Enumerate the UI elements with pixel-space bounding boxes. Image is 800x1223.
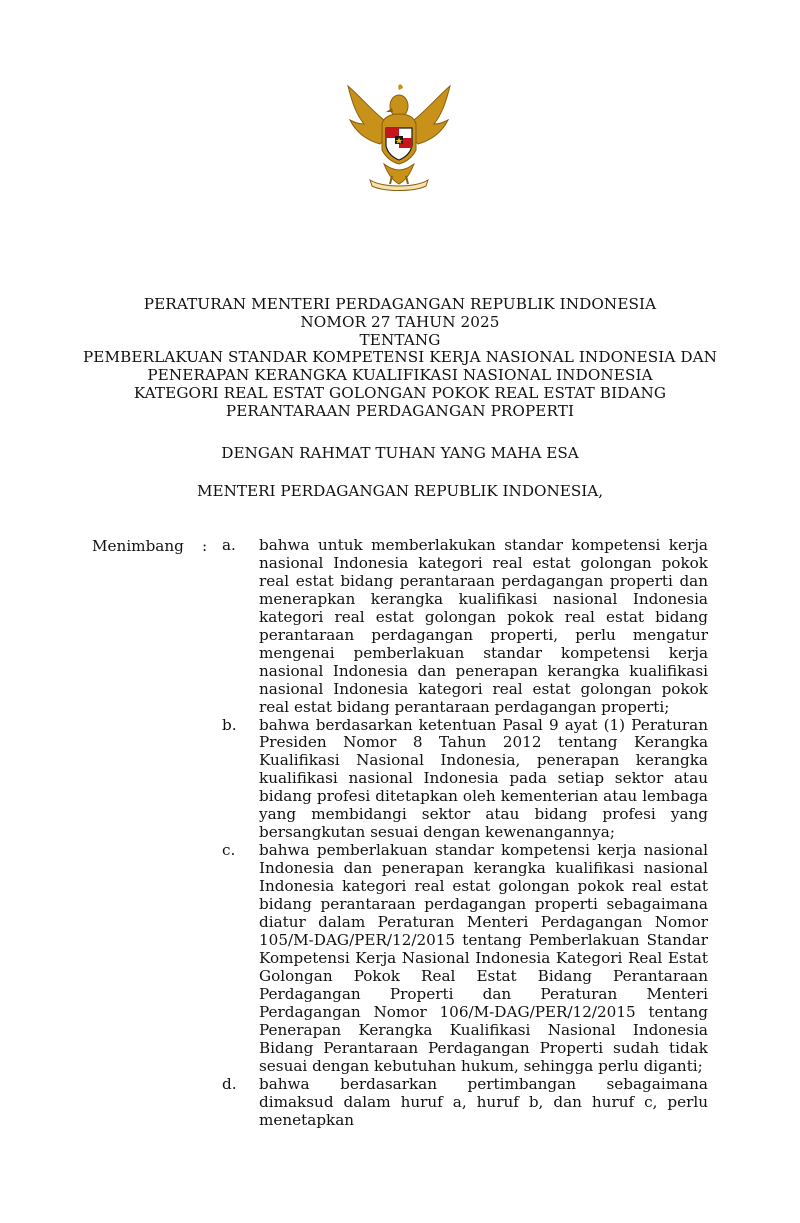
clause-letter: a.: [222, 536, 236, 554]
heading-number-line: NOMOR 27 TAHUN 2025: [300, 312, 500, 331]
clause-text: bahwa berdasarkan pertimbangan sebagaimana dimaksud dalam huruf a, huruf b, dan huruf c, perlu menetapkan: [259, 1074, 708, 1129]
invocation: DENGAN RAHMAT TUHAN YANG MAHA ESA: [221, 444, 579, 462]
menimbang-label: Menimbang: [92, 537, 184, 555]
clause-text: bahwa untuk memberlakukan standar kompetensi kerja nasional Indonesia kategori real estat golongan pokok real estat bidang perantaraan perdagangan properti dan menerapkan kerangka kualifikasi nasional Indonesia kategori real estat golongan pokok real estat bidang perantaraan perdagangan properti, perlu mengatur mengenai pemberlakuan standar kompetensi kerja nasional Indonesia dan penerapan kerangka kualifikasi nasional Indonesia kategori real estat golongan pokok real estat bidang perantaraan perdagangan properti;: [259, 536, 708, 716]
clause-letter: b.: [222, 715, 237, 734]
heading-subject-line: KATEGORI REAL ESTAT GOLONGAN POKOK REAL ESTAT BIDANG: [133, 383, 667, 402]
clause-c: [222, 842, 708, 1075]
menimbang-clauses: [222, 537, 708, 1129]
clause-text: bahwa berdasarkan ketentuan Pasal 9 ayat (1) Peraturan Presiden Nomor 8 Tahun 2012 tentang Kerangka Kualifikasi Nasional Indonesia, penerapan kerangka kualifikasi nasional Indonesia pada setiap sektor atau bidang profesi ditetapkan oleh kementerian atau lembaga yang membidangi sektor atau bidang profesi yang bersangkutan sesuai dengan kewenangannya;: [259, 715, 708, 842]
heading-subject-line: PEMBERLAKUAN STANDAR KOMPETENSI KERJA NASIONAL INDONESIA DAN: [82, 348, 718, 367]
clause-letter: c.: [222, 841, 236, 860]
clause-d: [222, 1076, 708, 1130]
clause-text: bahwa pemberlakuan standar kompetensi kerja nasional Indonesia dan penerapan kerangka kualifikasi nasional Indonesia kategori real estat golongan pokok real estat bidang perantaraan perdagangan properti sebagaimana diatur dalam Peraturan Menteri Perdagangan Nomor 105/M-DAG/PER/12/2015 tentang Pemberlakuan Standar Kompetensi Kerja Nasional Indonesia Kategori Real Estat Golongan Pokok Real Estat Bidang Perantaraan Perdagangan Properti dan Peraturan Menteri Perdagangan Nomor 106/M-DAG/PER/12/2015 tentang Penerapan Kerangka Kualifikasi Nasional Indonesia Bidang Perantaraan Perdagangan Properti sudah tidak sesuai dengan kebutuhan hukum, sehingga perlu diganti;: [259, 841, 708, 1075]
heading-title-line: PERATURAN MENTERI PERDAGANGAN REPUBLIK INDONESIA: [143, 295, 657, 313]
garuda-pancasila-emblem-icon: [340, 80, 458, 198]
heading-tentang-line: TENTANG: [359, 330, 441, 349]
heading-subject-line: PENERAPAN KERANGKA KUALIFIKASI NASIONAL INDONESIA: [147, 366, 653, 385]
clause-letter: d.: [222, 1074, 237, 1093]
clause-a: [222, 537, 708, 717]
menimbang-colon: :: [202, 537, 208, 555]
heading-subject-line: PERANTARAAN PERDAGANGAN PROPERTI: [225, 401, 575, 420]
clause-b: [222, 717, 708, 843]
minister-title: MENTERI PERDAGANGAN REPUBLIK INDONESIA,: [196, 482, 604, 500]
regulation-heading: [60, 296, 740, 421]
